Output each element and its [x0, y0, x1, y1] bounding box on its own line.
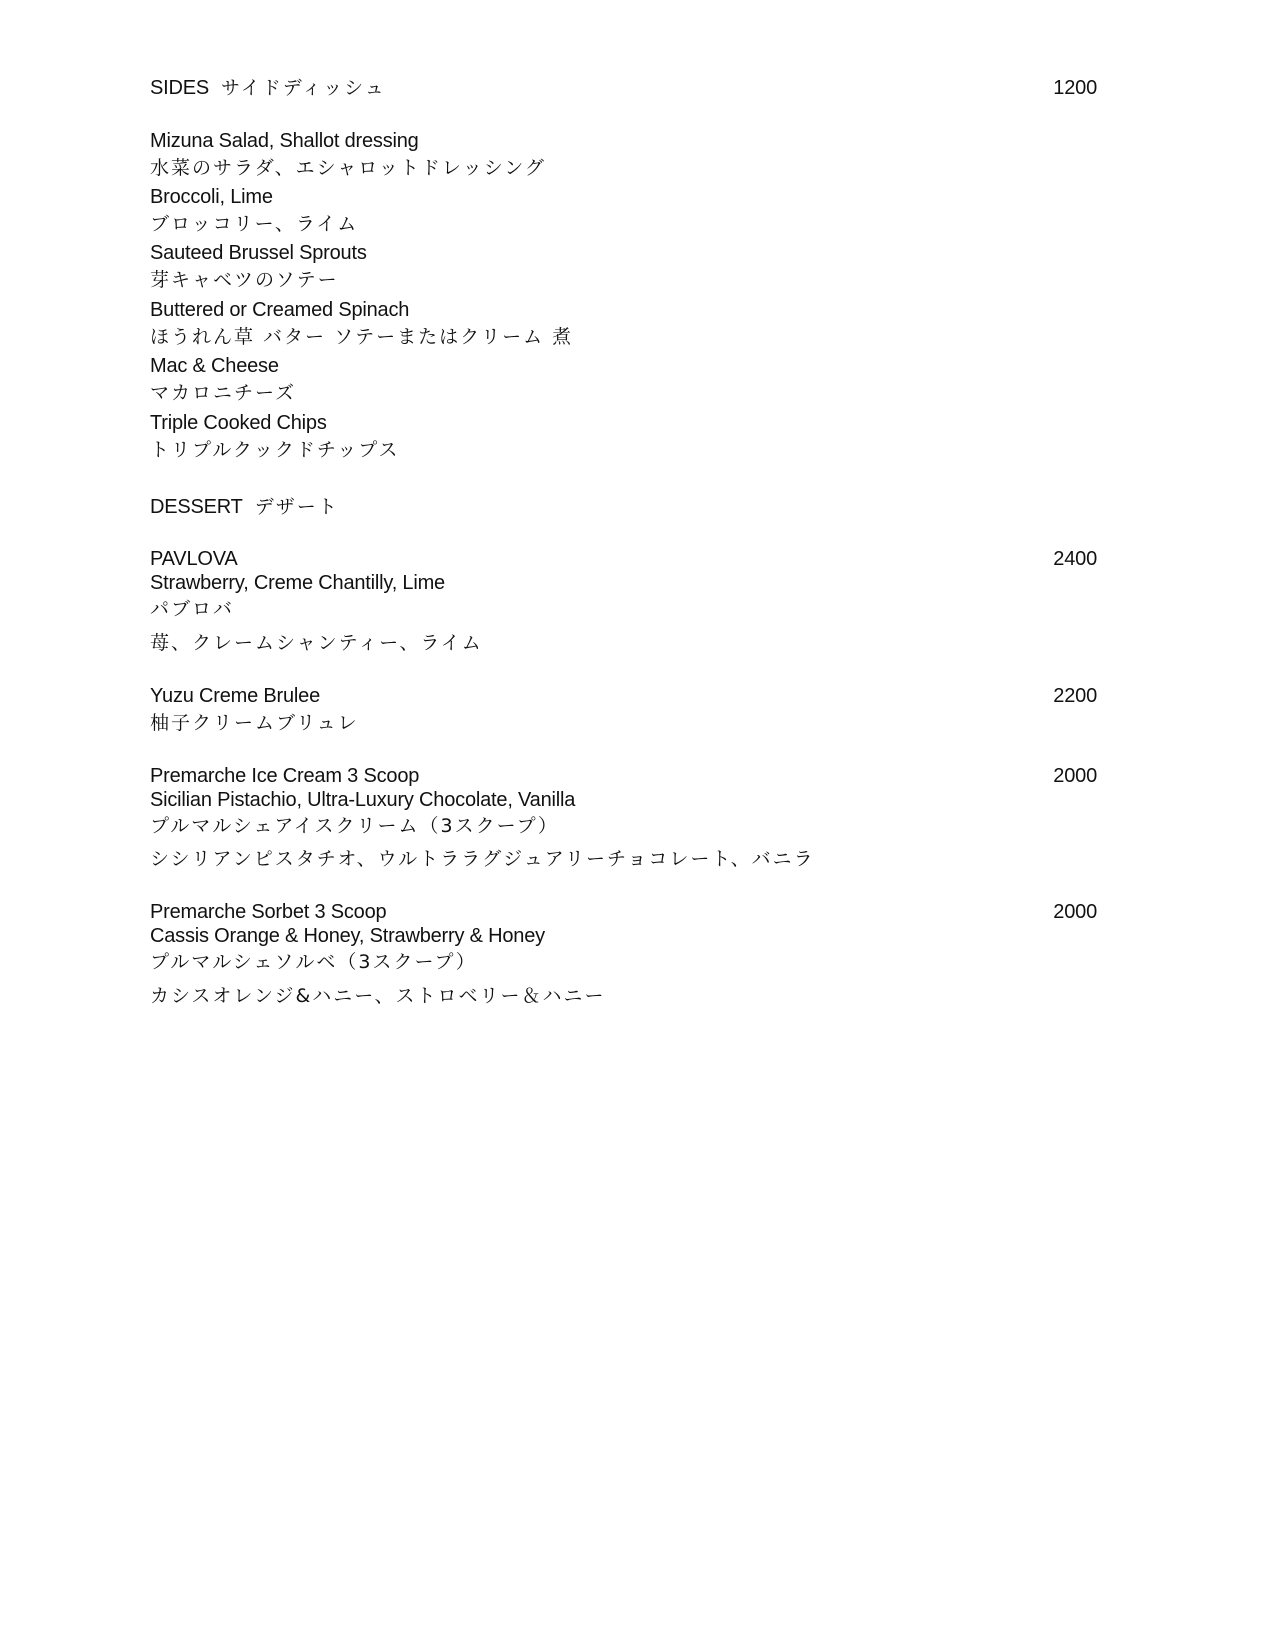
dessert-heading — [150, 495, 339, 519]
dessert-item-price: 2400 — [1053, 548, 1097, 570]
dessert-item-description-jp: シシリアンピスタチオ、ウルトララグジュアリーチョコレート、バニラ — [150, 848, 815, 870]
dessert-item-name: Premarche Sorbet 3 Scoop — [150, 901, 387, 923]
side-item-name: Mac & Cheese — [150, 355, 279, 377]
dessert-item-price: 2000 — [1053, 901, 1097, 923]
side-item-name-jp: 芽キャベツのソテー — [150, 269, 339, 291]
side-item-name-jp: マカロニチーズ — [150, 382, 297, 404]
side-item-name-jp: 水菜のサラダ、エシャロットドレッシング — [150, 157, 546, 179]
dessert-item-name: PAVLOVA — [150, 548, 238, 570]
dessert-item-name: Yuzu Creme Brulee — [150, 685, 321, 707]
dessert-item-description-jp: カシスオレンジ&ハニー、ストロベリー＆ハニー — [150, 985, 606, 1007]
side-item-name-jp: トリプルクックドチップス — [150, 439, 400, 461]
dessert-item-name-jp: プルマルシェアイスクリーム（3スクープ） — [150, 815, 559, 837]
sides-price: 1200 — [1053, 77, 1097, 99]
side-item-name: Broccoli, Lime — [150, 186, 273, 208]
dessert-item-name-jp: プルマルシェソルベ（3スクープ） — [150, 951, 477, 973]
sides-heading-jp: サイドディッシュ — [221, 77, 386, 99]
dessert-item-description: Strawberry, Creme Chantilly, Lime — [150, 572, 445, 594]
side-item-name-jp: ブロッコリー、ライム — [150, 213, 359, 235]
dessert-heading-jp: デザート — [254, 496, 339, 518]
dessert-item-description: Cassis Orange & Honey, Strawberry & Honey — [150, 925, 545, 947]
sides-heading-en: SIDES — [150, 77, 210, 99]
dessert-item-description-jp: 苺、クレームシャンティー、ライム — [150, 632, 483, 654]
dessert-item-price: 2000 — [1053, 765, 1097, 787]
dessert-item-name-jp: パブロバ — [150, 598, 235, 620]
side-item-name: Triple Cooked Chips — [150, 412, 327, 434]
side-item-name: Sauteed Brussel Sprouts — [150, 242, 367, 264]
dessert-item-description: Sicilian Pistachio, Ultra-Luxury Chocolate, Vanilla — [150, 789, 576, 811]
dessert-item-name-jp: 柚子クリームブリュレ — [150, 712, 359, 734]
side-item-name: Buttered or Creamed Spinach — [150, 299, 410, 321]
dessert-item-name: Premarche Ice Cream 3 Scoop — [150, 765, 420, 787]
dessert-heading-en: DESSERT — [150, 496, 243, 518]
dessert-item-price: 2200 — [1053, 685, 1097, 707]
sides-heading — [150, 76, 386, 100]
side-item-name: Mizuna Salad, Shallot dressing — [150, 130, 419, 152]
side-item-name-jp: ほうれん草 バター ソテーまたはクリーム 煮 — [150, 326, 574, 348]
